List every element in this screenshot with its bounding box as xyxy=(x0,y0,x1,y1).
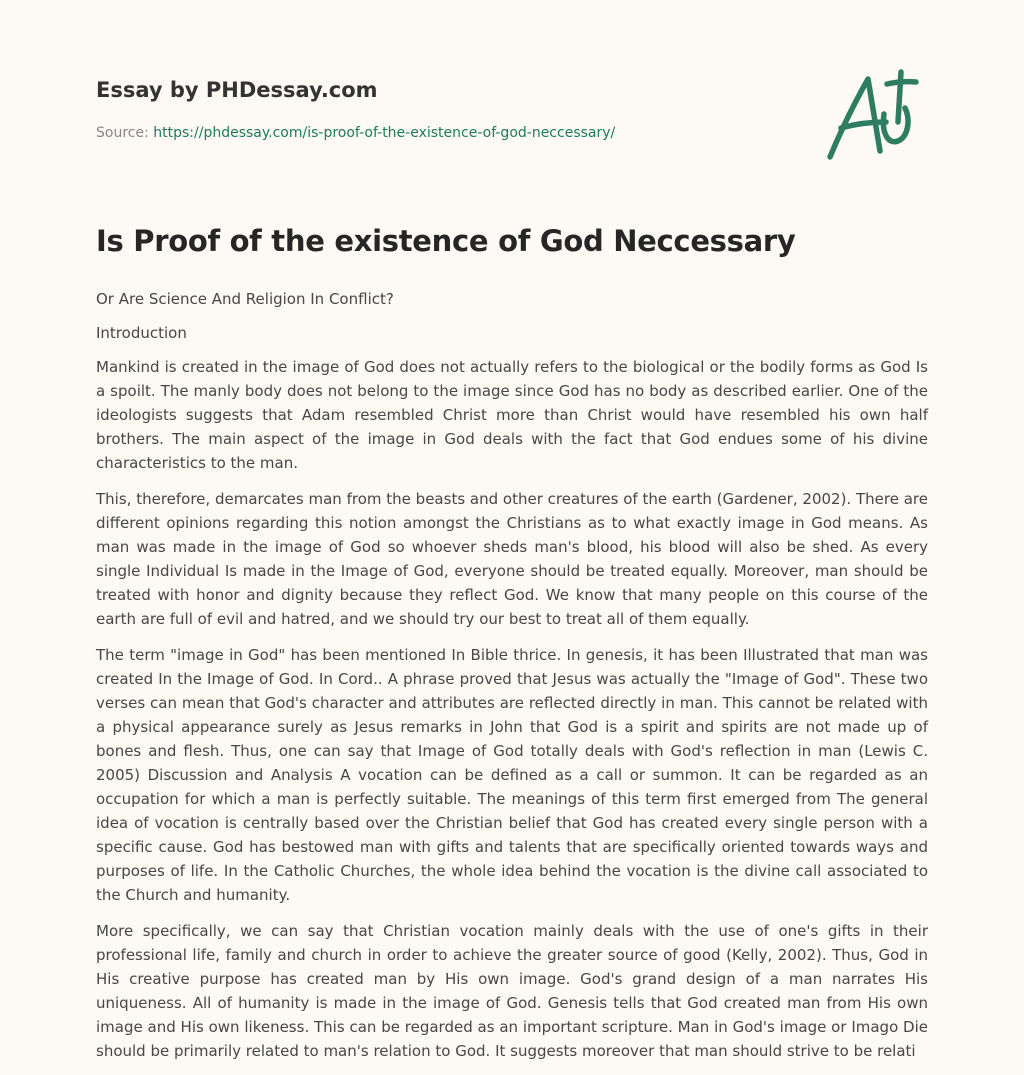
paragraph: More specifically, we can say that Christian vocation mainly deals with the use of one's gifts in their professional life, family and church in order to achieve the greater source of good (Kelly, 2002). Thus, God in His creative purpose has created man by His own image. God's grand design of a man narrates His uniqueness. All of humanity is made in the image of God. Genesis tells that God created man from His own image and His own likeness. This can be regarded as an important scripture. Man in God's image or Imago Die should be primarily related to man's relation to God. It suggests moreover that man should strive to be relati xyxy=(96,922,928,1060)
site-brand: Essay by PHDessay.com xyxy=(96,78,378,102)
a-plus-grade-icon xyxy=(820,66,930,166)
paragraph: This, therefore, demarcates man from the beasts and other creatures of the earth (Gardener, 2002). There are different opinions regarding this notion amongst the Christians as to what exactly image in God means. As man was made in the image of God so whoever sheds man's blood, his blood will also be shed. As every single Individual Is made in the Image of God, everyone should be treated equally. Moreover, man should be treated with honor and dignity because they reflect God. We know that many people on this course of the earth are full of evil and hatred, and we should try our best to treat all of them equally. xyxy=(96,490,928,628)
essay-subtitle: Or Are Science And Religion In Conflict? xyxy=(96,290,394,308)
section-heading: Introduction xyxy=(96,324,187,342)
source-label: Source: xyxy=(96,125,154,141)
paragraph: Mankind is created in the image of God does not actually refers to the biological or the bodily forms as God Is a spoilt. The manly body does not belong to the image since God has no body as described earlier. One of the ideologists suggests that Adam resembled Christ more than Christ would have resembled his own half brothers. The main aspect of the image in God deals with the fact that God endues some of his divine characteristics to the man. xyxy=(96,358,928,472)
paragraph: The term "image in God" has been mentioned In Bible thrice. In genesis, it has been Illustrated that man was created In the Image of God. In Cord.. A phrase proved that Jesus was actually the "Image of God". These two verses can mean that God's character and attributes are reflected directly in man. This cannot be related with a physical appearance surely as Jesus remarks in John that God is a spirit and spirits are not made up of bones and flesh. Thus, one can say that Image of God totally deals with God's reflection in man (Lewis C. 2005) Discussion and Analysis A vocation can be defined as a call or summon. It can be regarded as an occupation for which a man is perfectly suitable. The meanings of this term first emerged from The general idea of vocation is centrally based over the Christian belief that God has created every single person with a specific cause. God has bestowed man with gifts and talents that are specifically oriented towards ways and purposes of life. In the Catholic Churches, the whole idea behind the vocation is the divine call associated to the Church and humanity. xyxy=(96,646,928,904)
essay-title: Is Proof of the existence of God Neccessary xyxy=(96,224,796,258)
source-line xyxy=(96,125,615,141)
essay-body xyxy=(96,287,928,1075)
source-link[interactable]: https://phdessay.com/is-proof-of-the-existence-of-god-neccessary/ xyxy=(153,125,616,141)
